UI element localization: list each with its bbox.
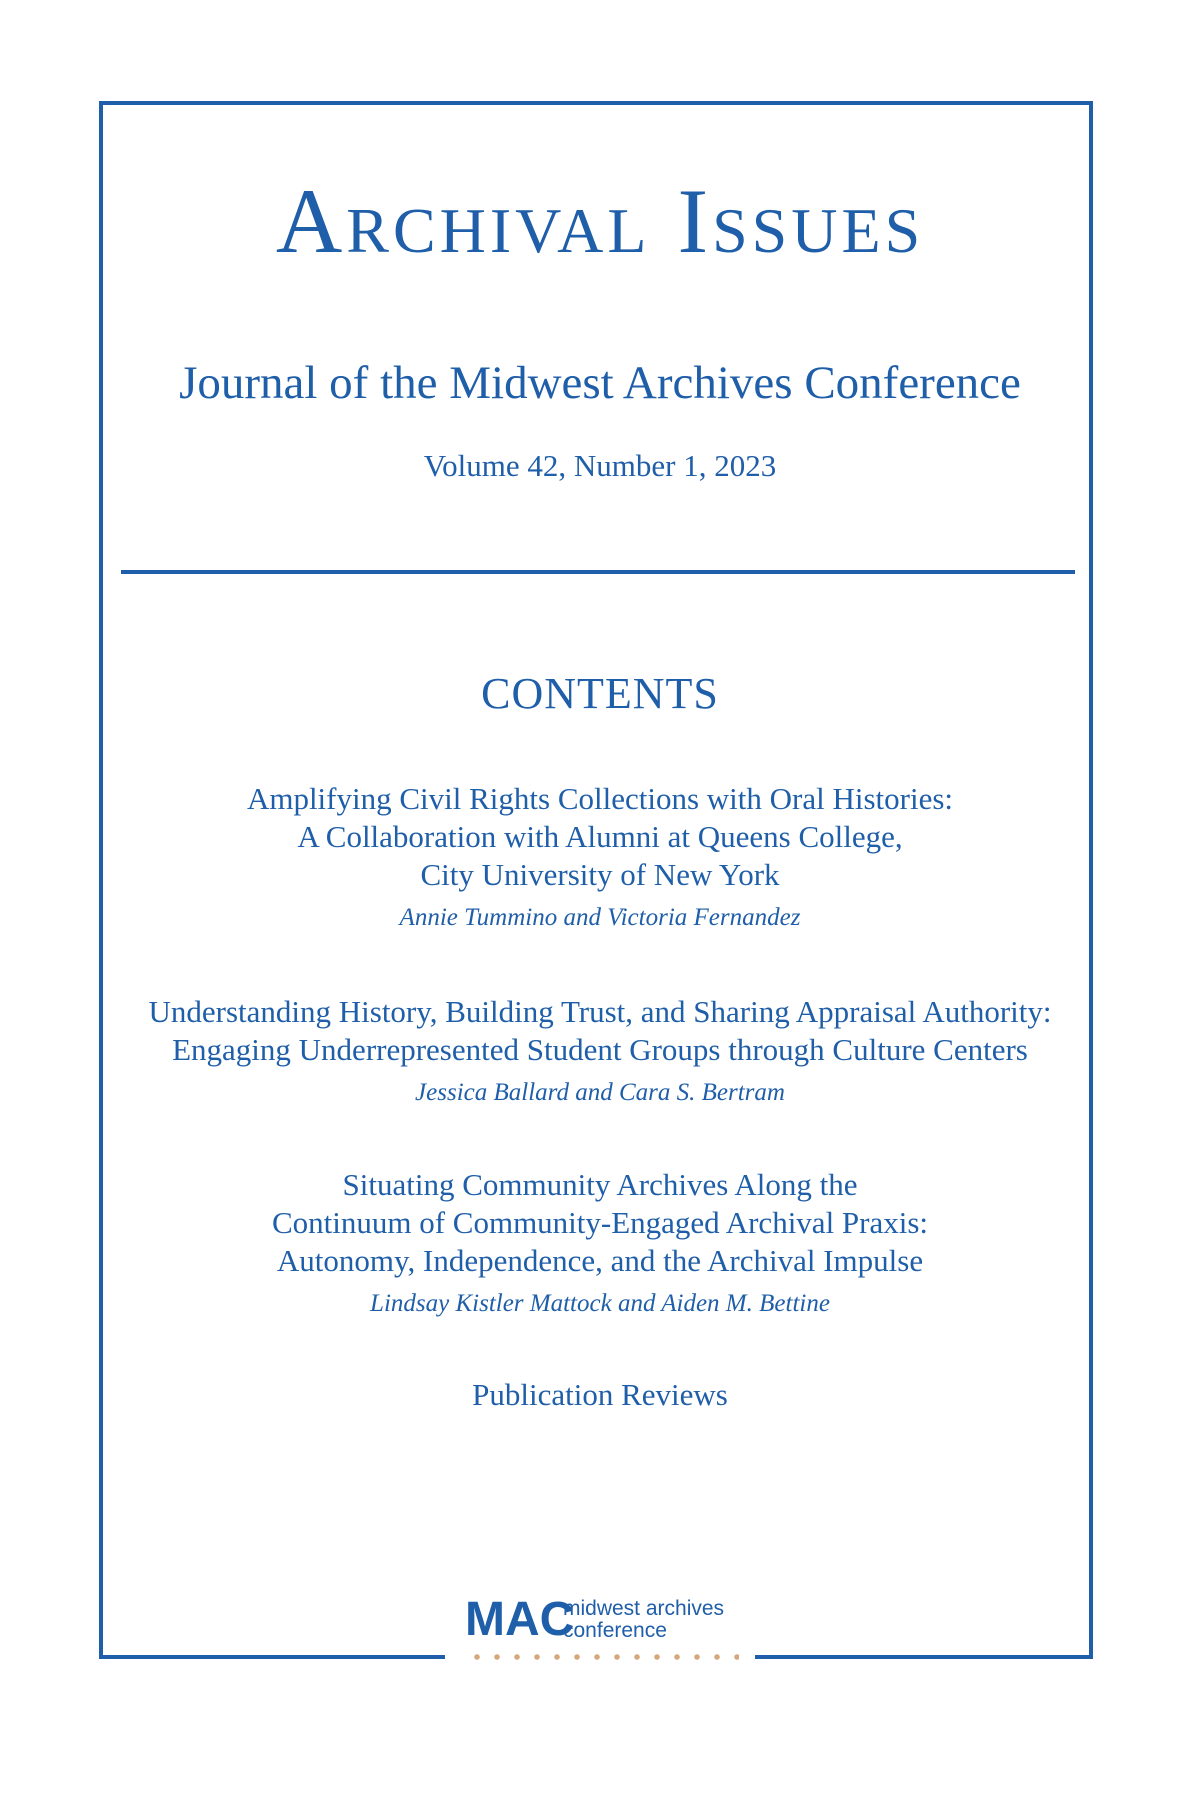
article-3 (0, 1166, 1200, 1318)
logo-line-1: midwest archives (563, 1597, 725, 1620)
publication-reviews: Publication Reviews (472, 1377, 728, 1412)
journal-subtitle: Journal of the Midwest Archives Conference (179, 357, 1021, 409)
article-1-authors: Annie Tummino and Victoria Fernandez (399, 904, 801, 931)
contents-heading: CONTENTS (481, 669, 719, 718)
logo-line-2: conference (563, 1619, 667, 1642)
logo-dots-decoration (467, 1654, 739, 1660)
journal-title: Archival Issues (275, 170, 925, 272)
volume-info: Volume 42, Number 1, 2023 (423, 448, 777, 483)
article-3-title: Situating Community Archives Along the Continuum of Community-Engaged Archival Praxis: Autonomy, Independence, and the Archival Impulse (271, 1167, 929, 1278)
article-2-authors: Jessica Ballard and Cara S. Bertram (415, 1079, 785, 1106)
logo-wordmark (563, 1598, 724, 1642)
article-1-title: Amplifying Civil Rights Collections with Oral Histories: A Collaboration with Alumni at Queens College, City University of New York (246, 781, 954, 892)
article-1 (0, 780, 1200, 932)
logo-abbreviation: MAC (465, 1593, 575, 1646)
article-3-authors: Lindsay Kistler Mattock and Aiden M. Bettine (370, 1290, 830, 1317)
article-2-title: Understanding History, Building Trust, and Sharing Appraisal Authority: Engaging Underrepresented Student Groups through Culture Centers (148, 994, 1052, 1067)
divider-rule (121, 570, 1075, 574)
mac-logo (465, 1593, 745, 1666)
article-2 (0, 993, 1200, 1107)
